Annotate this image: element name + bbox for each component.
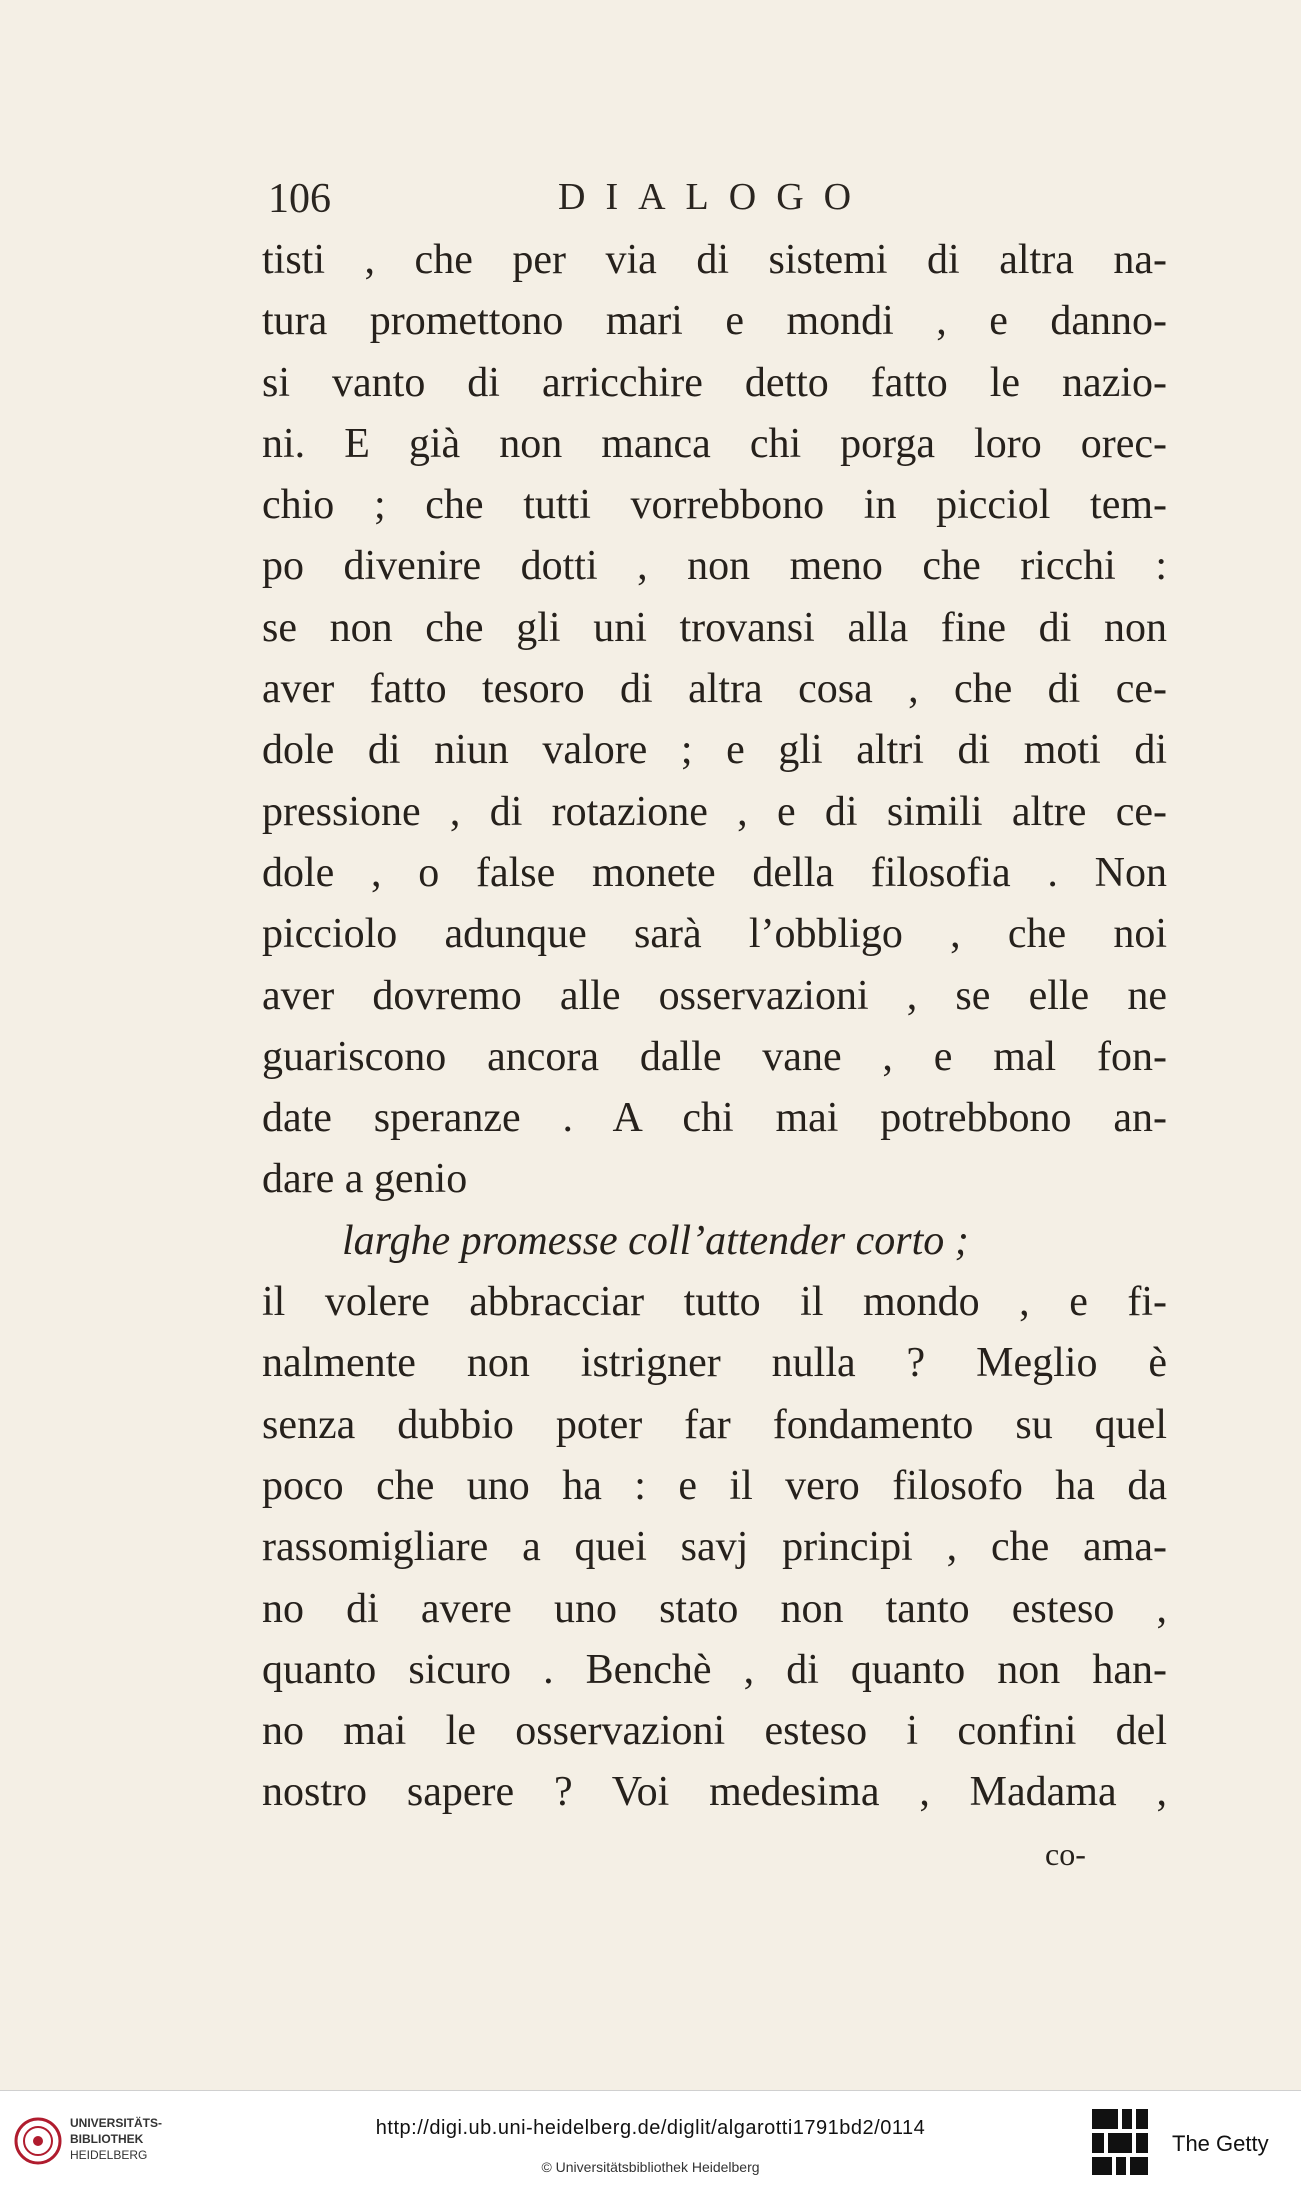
text-line: pressione , di rotazione , e di simili altre ce-: [262, 788, 1167, 835]
permalink-url[interactable]: http://digi.ub.uni-heidelberg.de/diglit/algarotti1791bd2/0114: [375, 2117, 926, 2139]
text-line: nalmente non istrigner nulla ? Meglio è: [262, 1340, 1167, 1387]
partner-name: The Getty: [1172, 2131, 1269, 2156]
footer-bar: [0, 2090, 1301, 2199]
text-line: chio ; che tutti vorrebbono in picciol tem-: [262, 482, 1167, 529]
text-line: guariscono ancora dalle vane , e mal fon-: [262, 1033, 1167, 1080]
logo-line: BIBLIOTHEK: [70, 2132, 144, 2146]
getty-logo[interactable]: [1092, 2109, 1292, 2179]
text-line: dole di niun valore ; e gli altri di moti di: [262, 727, 1167, 774]
body-text: [262, 230, 1167, 1824]
text-line: dare a genio: [262, 1156, 468, 1203]
catchword: co-: [1045, 1836, 1086, 1872]
text-line: quanto sicuro . Benchè , di quanto non han-: [262, 1646, 1167, 1693]
page-number: 106: [268, 176, 331, 222]
page-header: [268, 175, 1168, 235]
text-line: tura promettono mari e mondi , e danno-: [262, 298, 1167, 345]
text-line: po divenire dotti , non meno che ricchi :: [262, 543, 1167, 590]
logo-line: UNIVERSITÄTS-: [70, 2116, 163, 2130]
text-line: se non che gli uni trovansi alla fine di non: [262, 604, 1167, 651]
getty-mark-icon: [1092, 2109, 1148, 2175]
text-line: aver fatto tesoro di altra cosa , che di ce-: [262, 666, 1167, 713]
quoted-verse: larghe promesse coll’attender corto ;: [342, 1217, 969, 1264]
text-line: dole , o false monete della filosofia . Non: [262, 849, 1167, 896]
logo-line: HEIDELBERG: [70, 2148, 148, 2162]
text-line: no mai le osservazioni esteso i confini del: [262, 1708, 1167, 1755]
text-line: picciolo adunque sarà l’obbligo , che noi: [262, 911, 1167, 958]
text-line: si vanto di arricchire detto fatto le nazio-: [262, 359, 1167, 406]
copyright-notice: © Universitätsbibliothek Heidelberg: [541, 2159, 760, 2175]
text-line: senza dubbio poter far fondamento su quel: [262, 1401, 1167, 1448]
text-line: date speranze . A chi mai potrebbono an-: [262, 1095, 1167, 1142]
text-line: aver dovremo alle osservazioni , se elle ne: [262, 972, 1167, 1019]
running-title: DIALOGO: [558, 176, 872, 218]
text-line: nostro sapere ? Voi medesima , Madama ,: [262, 1769, 1167, 1816]
text-line: tisti , che per via di sistemi di altra na-: [262, 237, 1167, 283]
text-line: il volere abbracciar tutto il mondo , e fi-: [262, 1279, 1167, 1326]
text-line: no di avere uno stato non tanto esteso ,: [262, 1585, 1167, 1632]
text-line: ni. E già non manca chi porga loro orec-: [262, 420, 1167, 467]
text-line: rassomigliare a quei savj principi , che ama-: [262, 1524, 1167, 1571]
text-line: poco che uno ha : e il vero filosofo ha da: [262, 1462, 1167, 1509]
